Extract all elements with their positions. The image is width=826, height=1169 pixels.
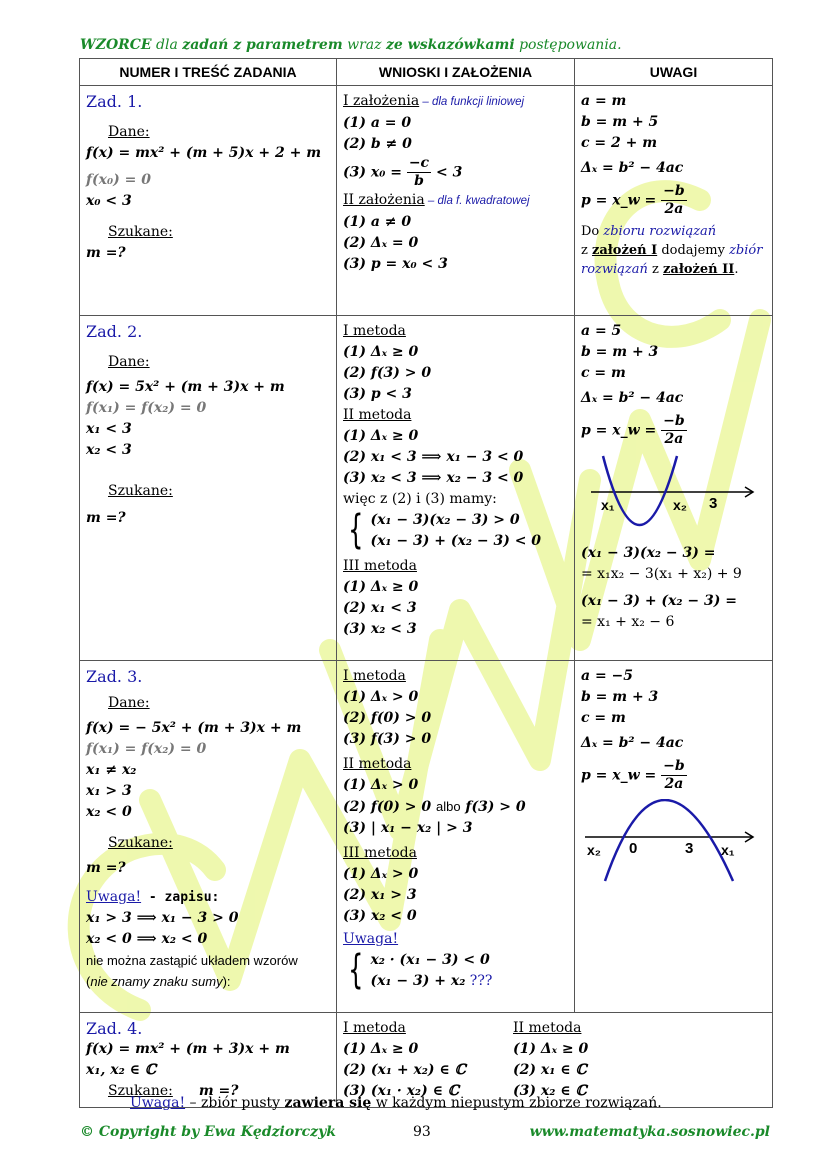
note-link[interactable]: Uwaga! [86, 889, 142, 905]
wanted-label: Szukane: [108, 1083, 173, 1099]
implication: x₂ < 0 ⟹ x₂ < 0 [86, 931, 208, 947]
note-line: a = 5 [581, 323, 622, 339]
graph-label-3: 3 [685, 840, 694, 857]
wanted-value: m =? [198, 1083, 239, 1099]
wanted-label: Szukane: [108, 835, 173, 851]
note-line: p = x_w = [581, 767, 662, 784]
notes-cell [575, 316, 773, 661]
list-item: (1) Δₓ > 0 [343, 777, 419, 793]
list-item: (1) Δₓ ≥ 0 [343, 1041, 419, 1057]
condition: x₁ < 3 [86, 421, 132, 437]
graph-label-0: 0 [629, 840, 638, 857]
fraction-den: 2a [664, 776, 684, 792]
list-item: (2) x₁ < 3 ⟹ x₁ − 3 < 0 [343, 449, 524, 465]
note-line: c = m [581, 710, 626, 726]
method-label: II metoda [343, 756, 412, 772]
list-item: (1) Δₓ > 0 [343, 866, 419, 882]
note-line: Δₓ = b² − 4ac [581, 390, 684, 406]
fraction-den: 2a [664, 431, 684, 447]
table-row [80, 661, 773, 1013]
table-header-row [80, 59, 773, 86]
note-fragment: zbioru rozwiązań [603, 224, 717, 239]
function-formula: f(x) = − 5x² + (m + 3)x + m [86, 720, 302, 736]
system-of-equations: { (x₁ − 3)(x₂ − 3) > 0 (x₁ − 3) + (x₂ − 3) < 0 [348, 507, 542, 553]
fraction-num: −c [408, 155, 430, 171]
list-item: (3) x₀ = [343, 164, 407, 181]
note-fragment: ): [222, 974, 231, 989]
list-item: (1) a ≠ 0 [343, 214, 412, 230]
column-header: NUMER I TREŚĆ ZADANIA [80, 59, 337, 86]
method-label: I metoda [343, 668, 406, 684]
fraction [661, 183, 687, 218]
system-of-equations: { x₂ · (x₁ − 3) < 0 (x₁ − 3) + x₂ ??? [348, 947, 493, 993]
given-label: Dane: [108, 124, 150, 140]
list-item: (2) x₁ < 3 [343, 600, 417, 616]
list-item: (3) x₂ ∈ ℂ [513, 1083, 587, 1099]
system-line: (x₁ − 3)(x₂ − 3) > 0 [370, 512, 520, 528]
condition: x₂ < 3 [86, 442, 132, 458]
method-label: I metoda [343, 1020, 406, 1036]
fraction-den: 2a [664, 201, 684, 217]
list-item: (3) x₂ < 3 [343, 621, 417, 637]
condition: x₀ < 3 [86, 193, 132, 209]
task-cell [80, 1013, 337, 1108]
wanted-value: m =? [86, 860, 126, 876]
list-item: (3) x₂ < 3 ⟹ x₂ − 3 < 0 [343, 470, 524, 486]
note-fragment: dodajemy [657, 243, 730, 258]
assumptions-note: – dla funkcji liniowej [419, 96, 525, 108]
task-title: Zad. 3. [86, 667, 143, 686]
assumptions-cell [337, 86, 575, 316]
given-label: Dane: [108, 354, 150, 370]
condition: x₂ < 0 [86, 804, 132, 820]
list-item: (3) (x₁ · x₂) ∈ ℂ [343, 1083, 459, 1099]
list-item: (3) p < 3 [343, 386, 412, 402]
website-link[interactable]: www.matematyka.sosnowiec.pl [529, 1124, 770, 1140]
graph-label-3: 3 [709, 495, 718, 512]
footer-note [130, 1095, 662, 1111]
condition: x₁ > 3 [86, 783, 132, 799]
note-fragment: – zbiór pusty [185, 1095, 285, 1111]
function-formula: f(x) = mx² + (m + 5)x + 2 + m [86, 145, 322, 161]
graph-label-x1: x₁ [721, 842, 735, 858]
method-label: II metoda [513, 1020, 582, 1036]
system-line: (x₁ − 3) + (x₂ − 3) < 0 [370, 533, 542, 549]
page-number: 93 [413, 1124, 431, 1140]
condition: x₁ ≠ x₂ [86, 762, 137, 778]
task-cell [80, 86, 337, 316]
note-fragment: - zapisu: [141, 890, 220, 905]
list-item: (2) Δₓ = 0 [343, 235, 419, 251]
note-line: a = m [581, 93, 627, 109]
list-item: (1) a = 0 [343, 115, 412, 131]
wanted-label: Szukane: [108, 224, 173, 240]
note-fragment: ( [86, 974, 91, 989]
list-item: (2) f(0) > 0 [343, 799, 436, 815]
assumptions-cell [337, 661, 575, 1013]
note-line: (x₁ − 3)(x₂ − 3) = [581, 545, 716, 561]
note-fragment: nie znamy znaku sumy [90, 974, 223, 989]
note-fragment: z [647, 262, 664, 277]
note-fragment: z [581, 243, 592, 258]
note-line: p = x_w = [581, 192, 662, 209]
assumptions-cell [337, 316, 575, 661]
note-line: = x₁x₂ − 3(x₁ + x₂) + 9 [581, 566, 742, 582]
note-fragment: w każdym niepustym zbiorze rozwiązań. [371, 1095, 662, 1111]
list-item: (3) x₂ < 0 [343, 908, 417, 924]
wanted-value: m =? [86, 245, 126, 261]
list-item: (1) Δₓ ≥ 0 [343, 428, 419, 444]
table-row [80, 1013, 773, 1108]
note-fragment: założeń II [663, 262, 735, 277]
note-fragment: zawiera się [284, 1095, 372, 1111]
list-item: (3) p = x₀ < 3 [343, 256, 448, 272]
note-line: b = m + 3 [581, 344, 659, 360]
method-label: III metoda [343, 845, 417, 861]
graph-label-x2: x₂ [673, 497, 688, 513]
list-item: (2) x₁ ∈ ℂ [513, 1062, 587, 1078]
task-title: Zad. 4. [86, 1019, 143, 1038]
notes-cell [575, 661, 773, 1013]
note-fragment: . [734, 262, 739, 277]
note-line: (x₁ − 3) + (x₂ − 3) = [581, 593, 737, 609]
assumptions-cell [337, 1013, 773, 1108]
list-item: (1) Δₓ > 0 [343, 689, 419, 705]
function-formula: f(x) = 5x² + (m + 3)x + m [86, 379, 285, 395]
fraction [661, 413, 687, 448]
assumptions-label: II założenia [343, 192, 425, 208]
note-line: p = x_w = [581, 422, 662, 439]
note-line: a = −5 [581, 668, 634, 684]
list-item-tail: < 3 [431, 164, 463, 181]
note-text [581, 222, 766, 279]
header-text: dla [151, 37, 183, 53]
note-line: c = 2 + m [581, 135, 658, 151]
list-item: (2) b ≠ 0 [343, 136, 412, 152]
note-link[interactable]: Uwaga! [130, 1095, 186, 1111]
fraction-num: −b [663, 413, 685, 429]
graph-label-x1: x₁ [601, 497, 615, 513]
list-item-tail: f(3) > 0 [460, 799, 526, 815]
note-fragment: Do [581, 224, 604, 239]
method-label: III metoda [343, 558, 417, 574]
column-header: WNIOSKI I ZAŁOŻENIA [337, 59, 575, 86]
note-line: b = m + 3 [581, 689, 659, 705]
task-cell [80, 661, 337, 1013]
list-item: (2) x₁ > 3 [343, 887, 417, 903]
list-item: (3) f(3) > 0 [343, 731, 432, 747]
fraction-num: −b [663, 183, 685, 199]
fraction-den: b [414, 173, 424, 189]
notes-cell [575, 86, 773, 316]
wanted-value: m =? [86, 510, 126, 526]
note-link[interactable]: Uwaga! [343, 931, 399, 947]
task-cell [80, 316, 337, 661]
task-title: Zad. 1. [86, 92, 143, 111]
graph-label-x2: x₂ [587, 842, 602, 858]
system-line: (x₁ − 3) + x₂ [370, 973, 466, 989]
header-text: postępowania. [514, 37, 622, 53]
formulas-table [79, 58, 773, 1108]
implication: x₁ > 3 ⟹ x₁ − 3 > 0 [86, 910, 239, 926]
column-header: UWAGI [575, 59, 773, 86]
list-item: (1) Δₓ ≥ 0 [513, 1041, 589, 1057]
list-item: (3) | x₁ − x₂ | > 3 [343, 820, 473, 836]
fraction [661, 758, 687, 793]
table-row [80, 86, 773, 316]
note-line: = x₁ + x₂ − 6 [581, 614, 675, 630]
list-item: (2) f(3) > 0 [343, 365, 432, 381]
header-wzorce: WZORCE [80, 37, 152, 53]
condition: x₁, x₂ ∈ ℂ [86, 1062, 156, 1078]
note-fragment: ??? [465, 973, 493, 989]
assumptions-label: I założenia [343, 93, 420, 109]
note-fragment: zbiór rozwiązań [581, 243, 763, 277]
function-formula: f(x) = mx² + (m + 3)x + m [86, 1041, 290, 1057]
system-line: x₂ · (x₁ − 3) < 0 [370, 952, 490, 968]
assumptions-note: – dla f. kwadratowej [424, 195, 530, 207]
condition: f(x₁) = f(x₂) = 0 [86, 741, 207, 757]
task-title: Zad. 2. [86, 322, 143, 341]
note-fragment: albo [435, 799, 461, 814]
given-label: Dane: [108, 695, 150, 711]
header-text: wraz [342, 37, 386, 53]
parabola-graph-down [581, 799, 761, 884]
list-item: (2) f(0) > 0 [343, 710, 432, 726]
wanted-label: Szukane: [108, 483, 173, 499]
table-row [80, 316, 773, 661]
list-item: (1) Δₓ ≥ 0 [343, 344, 419, 360]
list-item: (2) (x₁ + x₂) ∈ ℂ [343, 1062, 466, 1078]
fraction [407, 155, 431, 190]
note-line: c = m [581, 365, 626, 381]
method-label: II metoda [343, 407, 412, 423]
condition: f(x₁) = f(x₂) = 0 [86, 400, 207, 416]
note-line: Δₓ = b² − 4ac [581, 160, 684, 176]
note-fragment: założeń I [591, 243, 658, 258]
note-text: więc z (2) i (3) mamy: [343, 491, 497, 507]
fraction-num: −b [663, 758, 685, 774]
header-text: ze wskazówkami [385, 37, 515, 53]
list-item: (1) Δₓ ≥ 0 [343, 579, 419, 595]
condition: f(x₀) = 0 [86, 172, 151, 188]
note-line: b = m + 5 [581, 114, 659, 130]
parabola-graph-up [581, 454, 761, 539]
page-header [80, 37, 622, 53]
copyright: © Copyright by Ewa Kędziorczyk [80, 1124, 336, 1140]
note-text: nie można zastąpić układem wzorów [86, 953, 298, 968]
method-label: I metoda [343, 323, 406, 339]
note-line: Δₓ = b² − 4ac [581, 735, 684, 751]
header-text: zadań z parametrem [182, 37, 343, 53]
